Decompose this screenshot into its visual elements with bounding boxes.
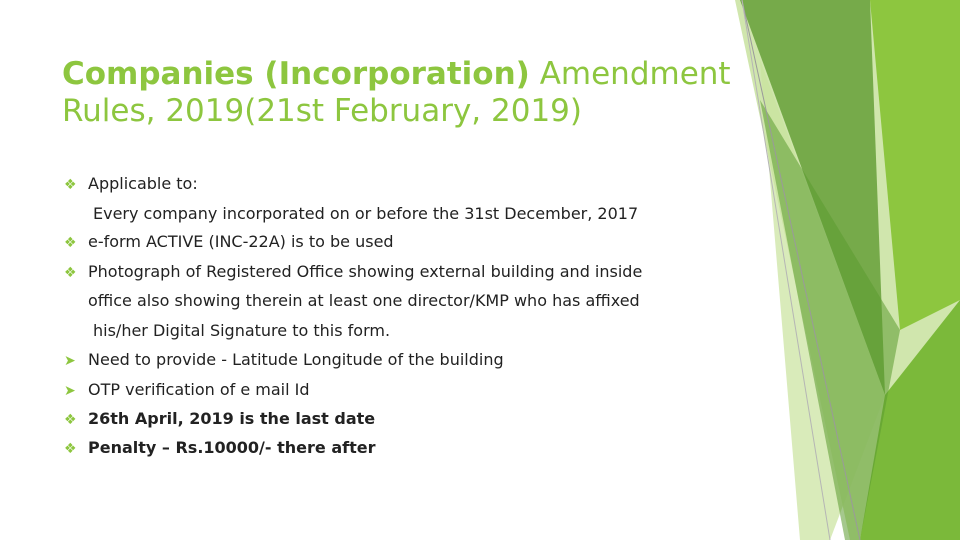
arrow-bullet-icon: ➤ (64, 383, 76, 399)
applicable-detail: Every company incorporated on or before the 31st December, 2017 (93, 204, 639, 223)
bullet-eform: ❖ e-form ACTIVE (INC-22A) is to be used (64, 231, 394, 254)
title-regular-part: Amendment (529, 56, 731, 92)
diamond-bullet-icon: ❖ (64, 265, 77, 281)
bullet-last-date: ❖ 26th April, 2019 is the last date (64, 408, 375, 431)
title-line-2: Rules, 2019(21st February, 2019) (62, 93, 582, 129)
diamond-bullet-icon: ❖ (64, 412, 77, 428)
bullet-otp: ➤ OTP verification of e mail Id (64, 379, 310, 402)
diamond-bullet-icon: ❖ (64, 441, 77, 457)
bullet-applicable: ❖ Applicable to: (64, 173, 198, 196)
arrow-bullet-icon: ➤ (64, 353, 76, 369)
photograph-line-2: office also showing therein at least one director/KMP who has affixed (88, 291, 640, 310)
diamond-bullet-icon: ❖ (64, 177, 77, 193)
photograph-line-3: his/her Digital Signature to this form. (93, 321, 391, 340)
bullet-penalty: ❖ Penalty – Rs.10000/- there after (64, 437, 375, 460)
title-bold-part: Companies (Incorporation) (62, 56, 530, 92)
bullet-photograph: ❖ Photograph of Registered Office showing external building and inside (64, 261, 642, 284)
slide-title (62, 56, 742, 130)
bullet-latitude-longitude: ➤ Need to provide - Latitude Longitude of the building (64, 349, 504, 372)
diamond-bullet-icon: ❖ (64, 235, 77, 251)
